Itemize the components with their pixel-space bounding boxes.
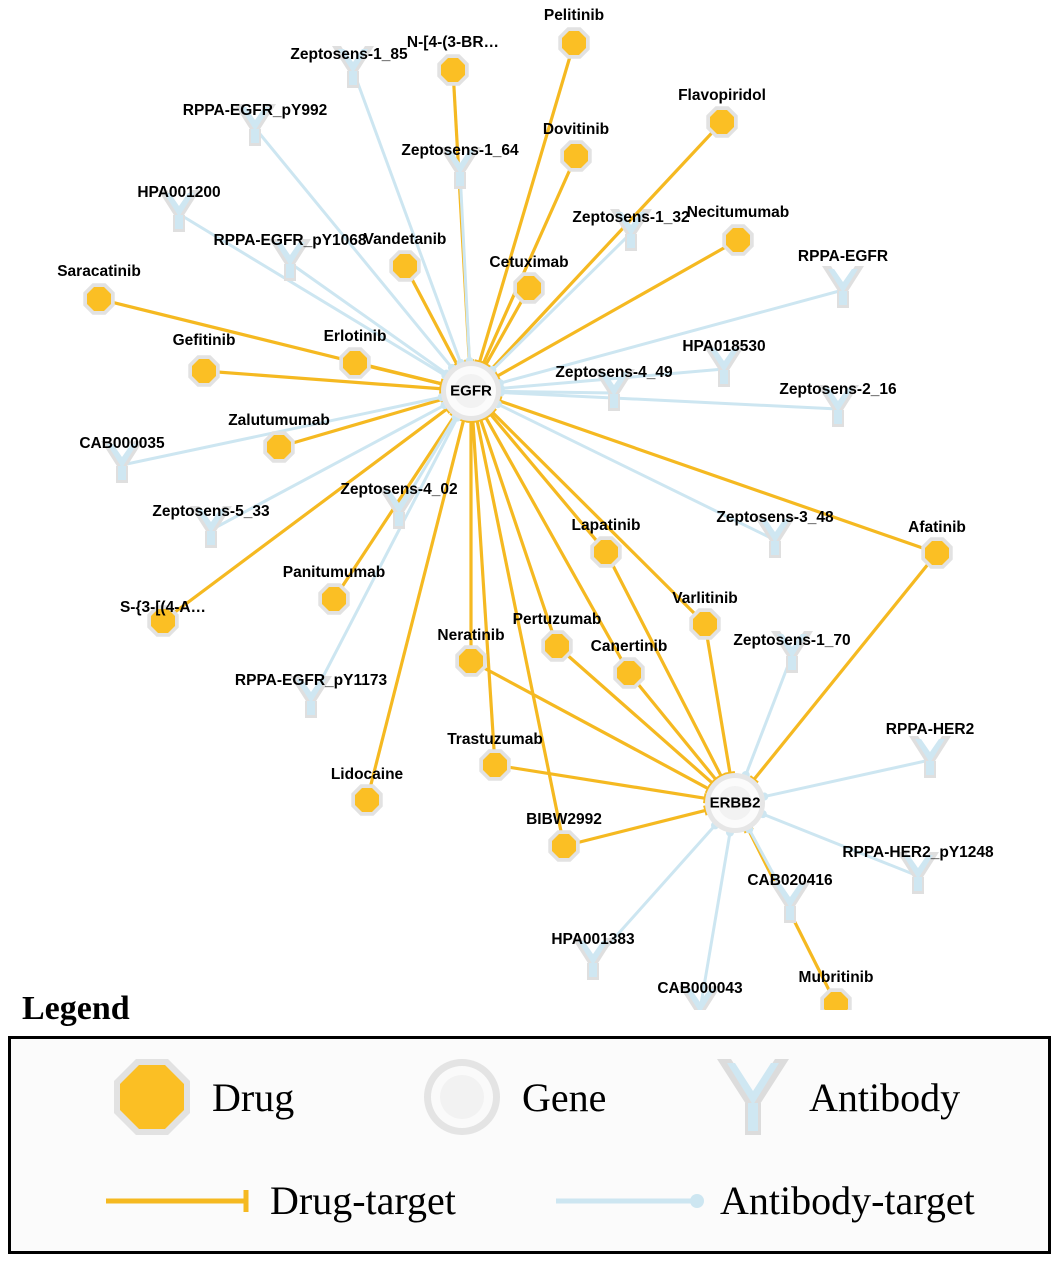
antibody-node[interactable] — [822, 266, 864, 308]
antibody-node[interactable] — [769, 881, 811, 923]
node-label: Zeptosens-1_32 — [572, 209, 690, 226]
legend-item-drug — [106, 1051, 294, 1143]
node-label: Zalutumumab — [228, 412, 330, 429]
antibody-node[interactable] — [703, 345, 745, 387]
drug-node[interactable] — [437, 54, 468, 85]
drug-node[interactable] — [722, 224, 753, 255]
node-label: Zeptosens-1_64 — [401, 142, 519, 159]
drug-node[interactable] — [318, 583, 349, 614]
antibody-node[interactable] — [754, 516, 796, 558]
node-label: RPPA-EGFR_pY1068 — [213, 232, 367, 249]
legend-box — [8, 1036, 1051, 1254]
node-label: HPA018530 — [682, 338, 766, 355]
node-label: Cetuximab — [489, 254, 569, 271]
antibody-icon — [711, 1051, 795, 1143]
node-label: Afatinib — [908, 519, 966, 536]
antibody-node[interactable] — [158, 190, 200, 232]
node-label: Zeptosens-3_48 — [716, 509, 834, 526]
node-label: Trastuzumab — [447, 731, 543, 748]
antibody-node[interactable] — [610, 209, 652, 251]
legend-label-antibody-target: Antibody-target — [720, 1178, 975, 1223]
antibody-node[interactable] — [572, 938, 614, 980]
legend-label-gene: Gene — [522, 1074, 607, 1120]
node-label: Lidocaine — [330, 766, 404, 783]
drug-node[interactable] — [83, 283, 114, 314]
node-label: Neratinib — [437, 627, 505, 644]
legend-label-drug-target: Drug-target — [270, 1178, 456, 1223]
node-label: CAB020416 — [747, 872, 833, 889]
node-label: HPA001383 — [551, 931, 635, 948]
node-label: RPPA-HER2 — [885, 721, 975, 738]
node-label: Zeptosens-1_85 — [290, 46, 408, 63]
drug-node[interactable] — [548, 830, 579, 861]
antibody-node[interactable] — [332, 46, 374, 88]
legend-label-antibody: Antibody — [809, 1074, 961, 1120]
node-label: Pelitinib — [543, 7, 605, 24]
antibody-node[interactable] — [234, 104, 276, 146]
node-label: Erlotinib — [323, 328, 387, 345]
drug-node[interactable] — [455, 645, 486, 676]
antibody-node[interactable] — [190, 506, 232, 548]
drug-node[interactable] — [560, 140, 591, 171]
node-label: S-{3-[(4-A… — [119, 599, 207, 616]
drug-node[interactable] — [188, 355, 219, 386]
drug-node[interactable] — [541, 630, 572, 661]
drug-node[interactable] — [921, 537, 952, 568]
drug-node[interactable] — [613, 657, 644, 688]
drug-node[interactable] — [558, 27, 589, 58]
legend-item-drug-target — [106, 1177, 456, 1224]
drug-icon — [106, 1051, 198, 1143]
antibody-node[interactable] — [817, 385, 859, 427]
gene-icon — [416, 1051, 508, 1143]
node-label: RPPA-EGFR_pY1173 — [234, 672, 388, 689]
node-label: Panitumumab — [282, 564, 386, 581]
node-label: Necitumumab — [686, 204, 790, 221]
node-label: N-[4-(3-BR… — [406, 34, 500, 51]
legend-item-antibody — [711, 1051, 960, 1143]
legend-title: Legend — [22, 990, 130, 1027]
node-label: BIBW2992 — [526, 811, 602, 828]
node-label: Lapatinib — [571, 517, 641, 534]
drug-node[interactable] — [590, 536, 621, 567]
legend — [0, 990, 1059, 1254]
gene-node[interactable] — [705, 773, 765, 833]
node-label: RPPA-EGFR — [797, 248, 889, 265]
node-label: ERBB2 — [709, 794, 761, 812]
node-label: Zeptosens-4_49 — [555, 364, 673, 381]
node-label: Saracatinib — [57, 263, 141, 280]
node-label: CAB000043 — [657, 980, 743, 997]
antibody-node[interactable] — [771, 631, 813, 673]
legend-item-antibody-target — [556, 1177, 975, 1224]
node-label: Flavopiridol — [678, 87, 766, 104]
drug-node[interactable] — [339, 347, 370, 378]
drug-target-edge-icon — [106, 1186, 256, 1216]
drug-node[interactable] — [147, 605, 178, 636]
node-label: Gefitinib — [172, 332, 236, 349]
node-label: RPPA-EGFR_pY992 — [182, 102, 328, 119]
node-label: CAB000035 — [79, 435, 165, 452]
antibody-node[interactable] — [439, 147, 481, 189]
node-label: Canertinib — [590, 638, 668, 655]
drug-node[interactable] — [263, 431, 294, 462]
gene-node[interactable] — [441, 361, 501, 421]
node-label: Zeptosens-1_70 — [733, 632, 851, 649]
drug-node[interactable] — [706, 106, 737, 137]
node-label: RPPA-HER2_pY1248 — [842, 844, 994, 861]
antibody-node[interactable] — [290, 676, 332, 718]
node-label: Zeptosens-2_16 — [779, 381, 897, 398]
legend-item-gene — [416, 1051, 606, 1143]
antibody-node[interactable] — [909, 736, 951, 778]
antibody-node[interactable] — [593, 369, 635, 411]
drug-node[interactable] — [689, 608, 720, 639]
node-label: Varlitinib — [672, 590, 738, 607]
node-label: HPA001200 — [137, 184, 221, 201]
drug-node[interactable] — [389, 250, 420, 281]
node-label: EGFR — [450, 382, 492, 400]
node-label: Vandetanib — [363, 231, 447, 248]
antibody-target-edge-icon — [556, 1186, 706, 1216]
node-label: Zeptosens-5_33 — [152, 503, 270, 520]
node-label: Zeptosens-4_02 — [340, 481, 458, 498]
node-label: Mubritinib — [798, 969, 874, 986]
drug-node[interactable] — [513, 272, 544, 303]
node-label: Pertuzumab — [512, 611, 602, 628]
antibody-node[interactable] — [897, 852, 939, 894]
node-label: Dovitinib — [542, 121, 610, 138]
drug-node[interactable] — [479, 749, 510, 780]
drug-node[interactable] — [351, 784, 382, 815]
legend-label-drug: Drug — [212, 1074, 295, 1120]
